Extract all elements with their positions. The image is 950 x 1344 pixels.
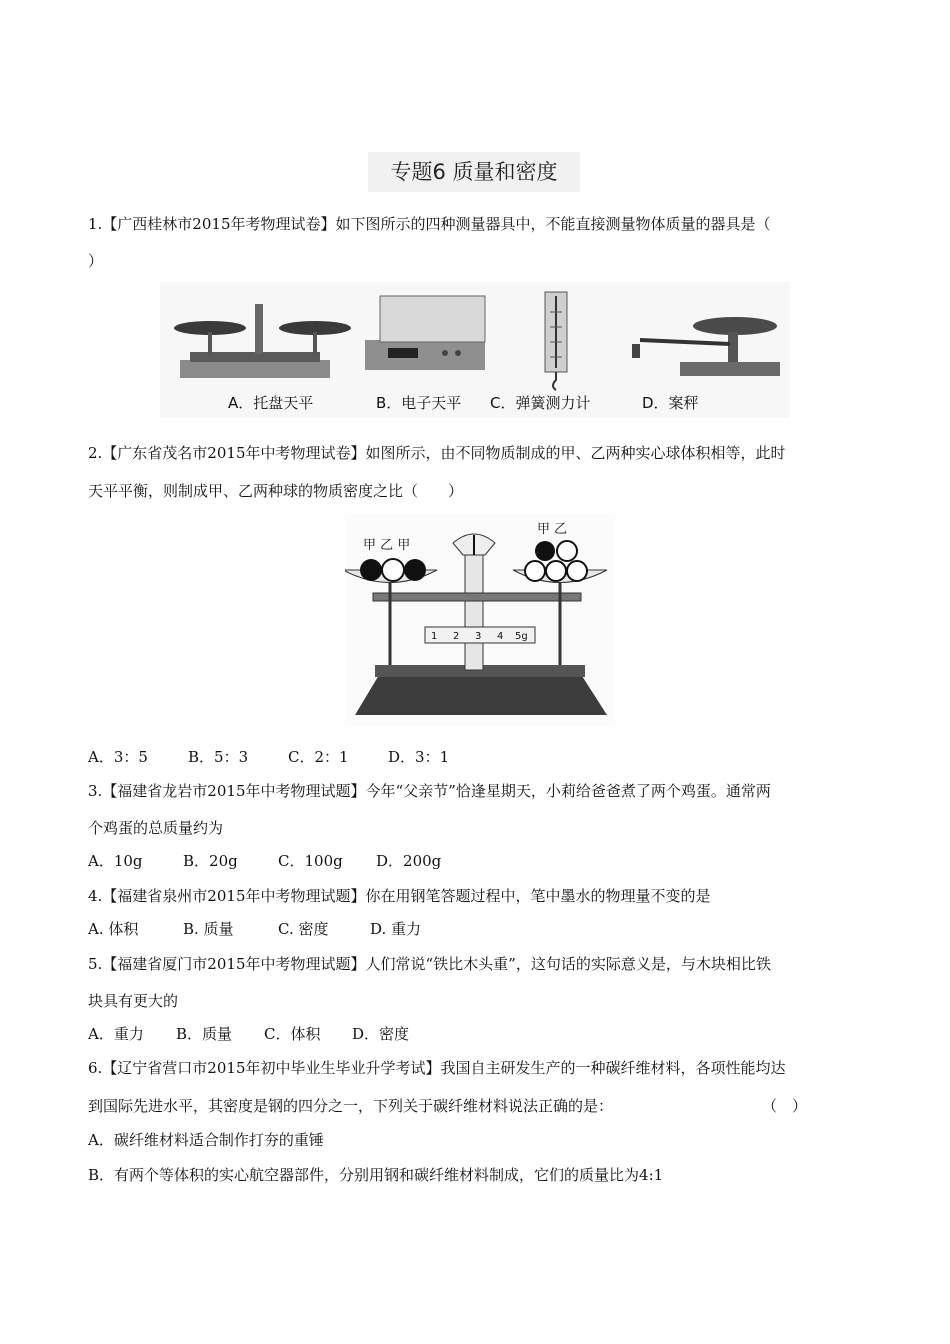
question-3-text: 3.【福建省龙岩市2015年中考物理试题】今年“父亲节”恰逢星期天，小莉给爸爸煮了两个鸡蛋。通常两 [88,782,771,800]
caption-d: D．案秤 [642,394,699,412]
caption-a: A．托盘天平 [228,394,314,412]
right-sphere-jia [535,541,555,561]
question-3-options [88,850,441,872]
page-title: 专题6 质量和密度 [368,152,580,192]
q3-option-a: A．10g [88,852,143,870]
left-sphere-jia-1 [360,559,382,581]
q2-option-b: B．5：3 [188,748,249,766]
right-sphere-yi-1 [525,561,545,581]
question-4-options [88,918,421,940]
left-sphere-yi [382,559,404,581]
left-sphere-jia-2 [404,559,426,581]
question-2-text-cont: 天平平衡，则制成甲、乙两种球的物质密度之比（ ） [88,482,464,500]
q2-option-d: D．3：1 [388,748,450,766]
q4-option-d: D. 重力 [370,920,422,938]
q6-option-b: B．有两个等体积的实心航空器部件，分别用钢和碳纤维材料制成，它们的质量比为4:1 [88,1166,664,1184]
scale-tick-2: 2 [453,631,460,642]
q5-option-b: B．质量 [176,1025,233,1043]
caption-c: C．弹簧测力计 [490,394,591,412]
scale-tick-1: 1 [431,631,438,642]
question-1-text: 1.【广西桂林市2015年考物理试卷】如下图所示的四种测量器具中，不能直接测量物体质量的器具是（ [88,215,771,233]
q5-option-c: C．体积 [264,1025,321,1043]
right-sphere-yi-2 [546,561,566,581]
question-5-text-cont: 块具有更大的 [88,992,179,1010]
right-sphere-yi-3 [567,561,587,581]
question-4-text: 4.【福建省泉州市2015年中考物理试题】你在用钢笔答题过程中，笔中墨水的物理量不变的是 [88,887,711,905]
measuring-instruments-figure [160,282,790,418]
q2-option-c: C．2：1 [288,748,349,766]
q4-option-a: A. 体积 [88,920,139,938]
q4-option-c: C. 密度 [278,920,329,938]
question-5-options [88,1023,409,1045]
scale-tick-5g: 5g [515,631,528,642]
question-6-answer-paren: （ ） [762,1097,808,1115]
question-2-text: 2.【广东省茂名市2015年中考物理试卷】如图所示，由不同物质制成的甲、乙两种实心球体积相等，此时 [88,444,786,462]
q3-option-d: D．200g [376,852,442,870]
left-pan-label: 甲 乙 甲 [363,538,411,553]
scale-tick-4: 4 [497,631,504,642]
q3-option-b: B．20g [183,852,238,870]
q5-option-d: D．密度 [352,1025,410,1043]
electronic-balance-illustration [365,296,485,370]
q5-option-a: A．重力 [88,1025,144,1043]
q3-option-c: C．100g [278,852,343,870]
question-6-text: 6.【辽宁省营口市2015年初中毕业生毕业升学考试】我国自主研发生产的一种碳纤维材料，各项性能均达 [88,1059,786,1077]
q2-option-a: A．3：5 [88,748,148,766]
scale-tick-3: 3 [475,631,482,642]
q6-option-a: A．碳纤维材料适合制作打夯的重锤 [88,1131,324,1149]
question-1-text-cont: ） [88,252,104,270]
question-5-text: 5.【福建省厦门市2015年中考物理试题】人们常说“铁比木头重”，这句话的实际意义是，与木块相比铁 [88,955,771,973]
right-pan-label: 甲 乙 [537,522,568,537]
right-sphere-yi-top [557,541,577,561]
balance-with-spheres-figure [345,515,615,725]
question-3-text-cont: 个鸡蛋的总质量约为 [88,819,224,837]
question-6-text-cont: 到国际先进水平，其密度是钢的四分之一，下列关于碳纤维材料说法正确的是： [88,1097,614,1115]
q4-option-b: B. 质量 [183,920,234,938]
question-2-options [88,746,449,768]
caption-b: B．电子天平 [376,394,462,412]
